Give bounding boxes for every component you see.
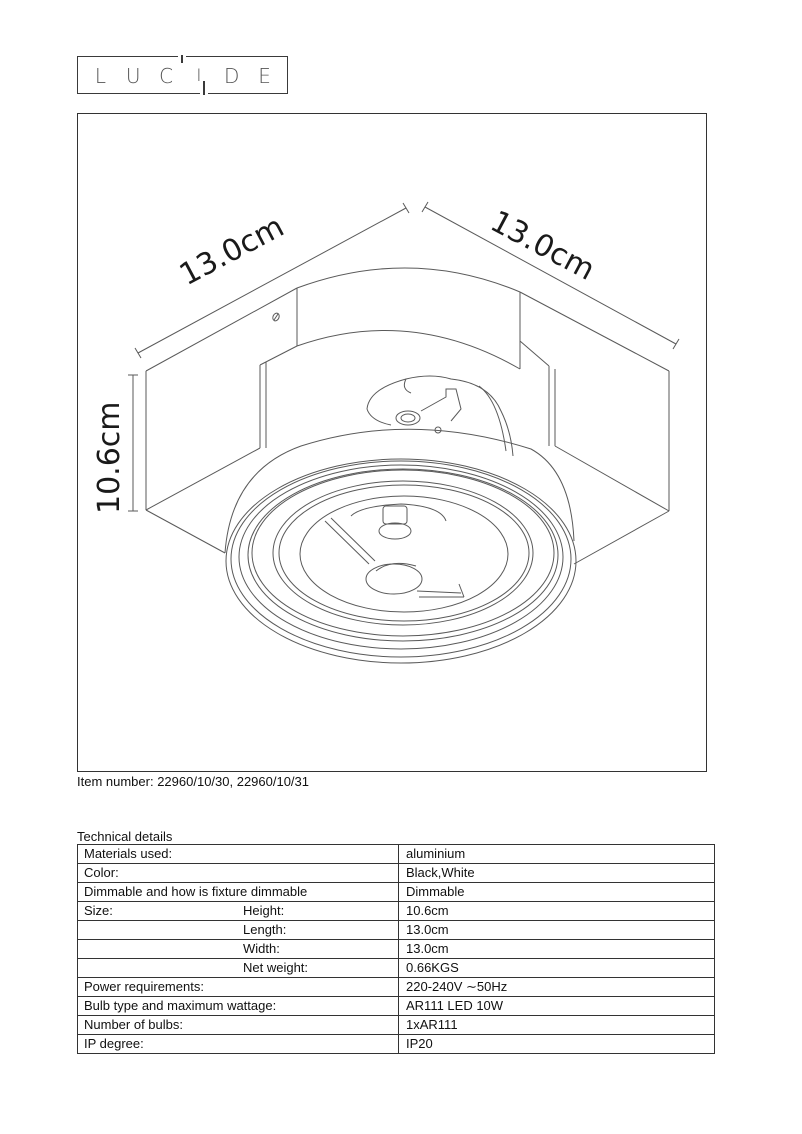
- width-dimension-label: 13.0cm: [484, 204, 601, 288]
- row-label: Color:: [78, 864, 238, 883]
- row-label: Number of bulbs:: [78, 1016, 238, 1035]
- table-row: [78, 978, 715, 997]
- height-dimension-label: 10.6cm: [92, 401, 127, 514]
- table-row: [78, 864, 715, 883]
- row-sublabel: [237, 1035, 399, 1054]
- table-row: [78, 902, 715, 921]
- row-label: Dimmable and how is fixture dimmable: [78, 883, 238, 902]
- row-label: Size:: [78, 902, 238, 921]
- row-label: [78, 959, 238, 978]
- logo-letter: L: [94, 64, 106, 88]
- row-value: 1xAR111: [399, 1016, 715, 1035]
- row-sublabel: [237, 845, 399, 864]
- table-row: [78, 1035, 715, 1054]
- row-label: IP degree:: [78, 1035, 238, 1054]
- logo-letter: U: [125, 64, 141, 88]
- logo-letter: D: [224, 64, 240, 88]
- logo-wordmark: [78, 61, 287, 91]
- row-sublabel: [237, 864, 399, 883]
- logo-letter: I: [196, 66, 202, 86]
- row-value: 13.0cm: [399, 940, 715, 959]
- row-value: 13.0cm: [399, 921, 715, 940]
- row-label: [78, 940, 238, 959]
- row-value: Dimmable: [399, 883, 715, 902]
- row-label: Materials used:: [78, 845, 238, 864]
- row-value: Black,White: [399, 864, 715, 883]
- product-drawing-frame: [77, 113, 707, 772]
- row-sublabel: Net weight:: [237, 959, 399, 978]
- logo-letter: E: [258, 64, 271, 88]
- height-dimension-line: [128, 375, 138, 511]
- product-line-drawing: [78, 114, 708, 773]
- table-row: [78, 845, 715, 864]
- table-row: [78, 1016, 715, 1035]
- item-number: Item number: 22960/10/30, 22960/10/31: [77, 774, 310, 789]
- row-value: AR111 LED 10W: [399, 997, 715, 1016]
- row-value: 10.6cm: [399, 902, 715, 921]
- technical-details-table: [77, 844, 715, 1054]
- row-value: 0.66KGS: [399, 959, 715, 978]
- round-trim: [225, 429, 576, 663]
- table-row: [78, 940, 715, 959]
- lamp-holder: [325, 504, 464, 597]
- table-row: [78, 883, 715, 902]
- row-value: IP20: [399, 1035, 715, 1054]
- lucide-logo: [77, 56, 288, 94]
- row-label: Bulb type and maximum wattage:: [78, 997, 238, 1016]
- row-sublabel: Length:: [237, 921, 399, 940]
- table-row: [78, 921, 715, 940]
- table-row: [78, 997, 715, 1016]
- row-value: aluminium: [399, 845, 715, 864]
- row-label: [78, 921, 238, 940]
- length-dimension-label: 13.0cm: [174, 209, 290, 293]
- row-sublabel: Height:: [237, 902, 399, 921]
- table-row: [78, 959, 715, 978]
- row-sublabel: [237, 1016, 399, 1035]
- row-sublabel: Width:: [237, 940, 399, 959]
- width-dimension-line: [422, 202, 679, 349]
- technical-details-title: Technical details: [77, 829, 173, 844]
- row-label: Power requirements:: [78, 978, 238, 997]
- gimbal-bracket: [367, 376, 513, 456]
- logo-letter: C: [159, 64, 174, 88]
- row-sublabel: [237, 978, 399, 997]
- row-value: 220-240V ∼50Hz: [399, 978, 715, 997]
